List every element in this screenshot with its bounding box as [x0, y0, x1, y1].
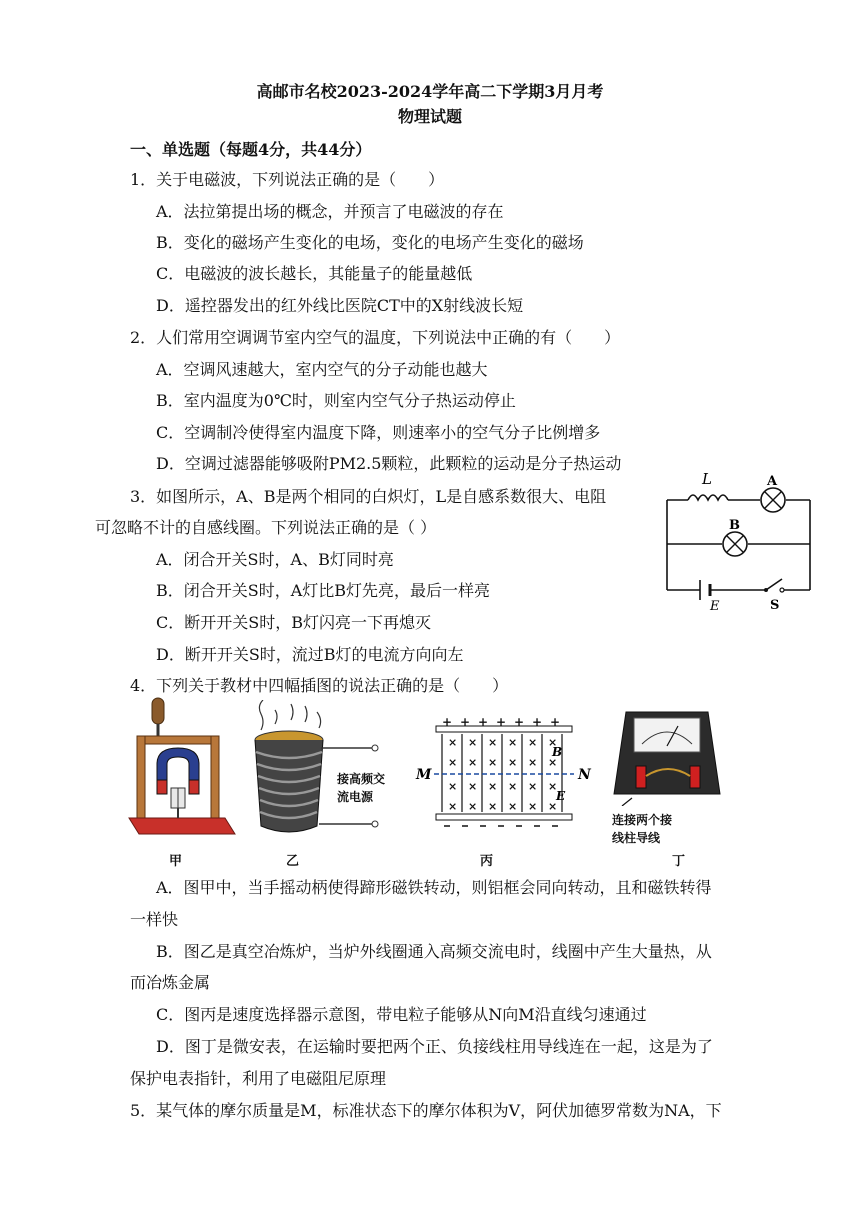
- svg-text:+: +: [550, 718, 561, 729]
- lamp-b-label: B: [729, 518, 740, 533]
- figure-bing-label-n: N: [578, 767, 591, 783]
- svg-text:×: ×: [528, 736, 538, 749]
- svg-text:+: +: [442, 718, 453, 729]
- figure-bing-caption: 丙: [480, 854, 494, 869]
- question-1-option-d: D．遥控器发出的红外线比医院CT中的X射线波长短: [156, 296, 524, 315]
- figure-bing-label-b: B: [552, 745, 563, 759]
- terminal-icon: [636, 766, 646, 788]
- crank-handle-icon: [152, 698, 164, 724]
- svg-text:×: ×: [508, 736, 518, 749]
- question-3-stem-line1: 3．如图所示，A、B是两个相同的白炽灯，L是自感系数很大、电阻: [130, 487, 607, 506]
- question-3-option-a: A．闭合开关S时，A、B灯同时亮: [156, 550, 394, 569]
- figure-yi-caption: 乙: [286, 854, 300, 869]
- figure-ding-caption: 丁: [672, 854, 686, 869]
- switch-label: S: [770, 598, 780, 612]
- svg-text:×: ×: [448, 736, 458, 749]
- svg-text:+: +: [514, 718, 525, 729]
- svg-text:×: ×: [448, 800, 458, 813]
- figure-yi-label-line1: 接高频交: [337, 772, 386, 786]
- svg-text:×: ×: [508, 780, 518, 793]
- svg-text:×: ×: [528, 756, 538, 769]
- svg-text:×: ×: [508, 756, 518, 769]
- svg-text:×: ×: [528, 780, 538, 793]
- svg-text:+: +: [460, 718, 471, 729]
- battery-label: E: [710, 599, 720, 612]
- question-5-stem: 5．某气体的摩尔质量是M，标准状态下的摩尔体积为V，阿伏加德罗常数为NA，下: [130, 1101, 722, 1120]
- circuit-diagram: [660, 468, 820, 612]
- svg-text:+: +: [532, 718, 543, 729]
- svg-text:×: ×: [468, 756, 478, 769]
- question-2-option-b: B．室内温度为0℃时，则室内空气分子热运动停止: [156, 391, 516, 410]
- question-4-option-a-line1: A．图甲中，当手摇动柄使得蹄形磁铁转动，则铝框会同向转动，且和磁铁转得: [156, 878, 712, 897]
- figure-jia: [125, 694, 237, 844]
- switch-icon: [764, 588, 768, 592]
- question-4-option-b-line2: 而冶炼金属: [130, 973, 211, 992]
- svg-text:+: +: [496, 718, 507, 729]
- lamp-a-icon: [761, 488, 785, 512]
- svg-text:+: +: [478, 718, 489, 729]
- figure-ding: [612, 706, 724, 806]
- question-1-option-a: A．法拉第提出场的概念，并预言了电磁波的存在: [156, 202, 504, 221]
- lamp-a-label: A: [767, 474, 778, 489]
- question-2-stem: 2．人们常用空调调节室内空气的温度，下列说法中正确的有（ ）: [130, 328, 621, 347]
- exam-subtitle: 物理试题: [397, 107, 462, 126]
- svg-text:×: ×: [528, 800, 538, 813]
- inductor-label: L: [702, 470, 712, 488]
- question-3-stem-line2: 可忽略不计的自感线圈。下列说法正确的是（ ）: [95, 518, 437, 537]
- question-3-option-b: B．闭合开关S时，A灯比B灯先亮，最后一样亮: [156, 581, 491, 600]
- svg-text:×: ×: [468, 800, 478, 813]
- figure-jia-caption: 甲: [169, 854, 183, 869]
- battery-icon: [700, 580, 710, 600]
- question-3-option-c: C．断开开关S时，B灯闪亮一下再熄灭: [156, 613, 431, 632]
- svg-text:×: ×: [468, 780, 478, 793]
- figure-bing: [412, 718, 592, 832]
- lamp-b-icon: [723, 532, 747, 556]
- svg-text:×: ×: [448, 780, 458, 793]
- question-4-option-d-line2: 保护电表指针，利用了电磁阻尼原理: [130, 1069, 387, 1088]
- section-heading: 一、单选题（每题4分，共44分）: [130, 140, 372, 159]
- question-4-option-b-line1: B．图乙是真空冶炼炉，当炉外线圈通入高频交流电时，线圈中产生大量热，从: [156, 942, 712, 961]
- figure-yi-label-line2: 流电源: [337, 790, 374, 804]
- question-1-option-c: C．电磁波的波长越长，其能量子的能量越低: [156, 264, 473, 283]
- svg-text:×: ×: [468, 736, 478, 749]
- svg-text:×: ×: [488, 800, 498, 813]
- svg-text:×: ×: [448, 756, 458, 769]
- svg-text:×: ×: [548, 800, 558, 813]
- question-4-stem: 4．下列关于教材中四幅插图的说法正确的是（ ）: [130, 676, 509, 695]
- question-4-option-a-line2: 一样快: [130, 910, 179, 929]
- question-2-option-a: A．空调风速越大，室内空气的分子动能也越大: [156, 360, 488, 379]
- question-4-option-c: C．图丙是速度选择器示意图，带电粒子能够从N向M沿直线匀速通过: [156, 1005, 647, 1024]
- svg-text:×: ×: [488, 736, 498, 749]
- exam-title: 高邮市名校2023-2024学年高二下学期3月月考: [256, 82, 604, 101]
- svg-text:×: ×: [548, 736, 558, 749]
- meter-dial-icon: [634, 718, 700, 752]
- figure-ding-label-line1: 连接两个接: [612, 813, 673, 827]
- question-1-option-b: B．变化的磁场产生变化的电场，变化的电场产生变化的磁场: [156, 233, 584, 252]
- figure-ding-label-line2: 线柱导线: [612, 831, 661, 845]
- svg-text:×: ×: [508, 800, 518, 813]
- svg-text:×: ×: [548, 756, 558, 769]
- question-1-stem: 1．关于电磁波，下列说法正确的是（ ）: [130, 170, 445, 189]
- question-2-option-d: D．空调过滤器能够吸附PM2.5颗粒，此颗粒的运动是分子热运动: [156, 454, 622, 473]
- question-3-option-d: D．断开开关S时，流过B灯的电流方向向左: [156, 645, 464, 664]
- svg-text:×: ×: [488, 756, 498, 769]
- figure-bing-label-m: M: [416, 767, 432, 783]
- figure-bing-label-e: E: [556, 789, 566, 803]
- question-4-option-d-line1: D．图丁是微安表，在运输时要把两个正、负接线柱用导线连在一起，这是为了: [156, 1037, 713, 1056]
- svg-text:×: ×: [488, 780, 498, 793]
- svg-text:×: ×: [548, 780, 558, 793]
- question-2-option-c: C．空调制冷使得室内温度下降，则速率小的空气分子比例增多: [156, 423, 601, 442]
